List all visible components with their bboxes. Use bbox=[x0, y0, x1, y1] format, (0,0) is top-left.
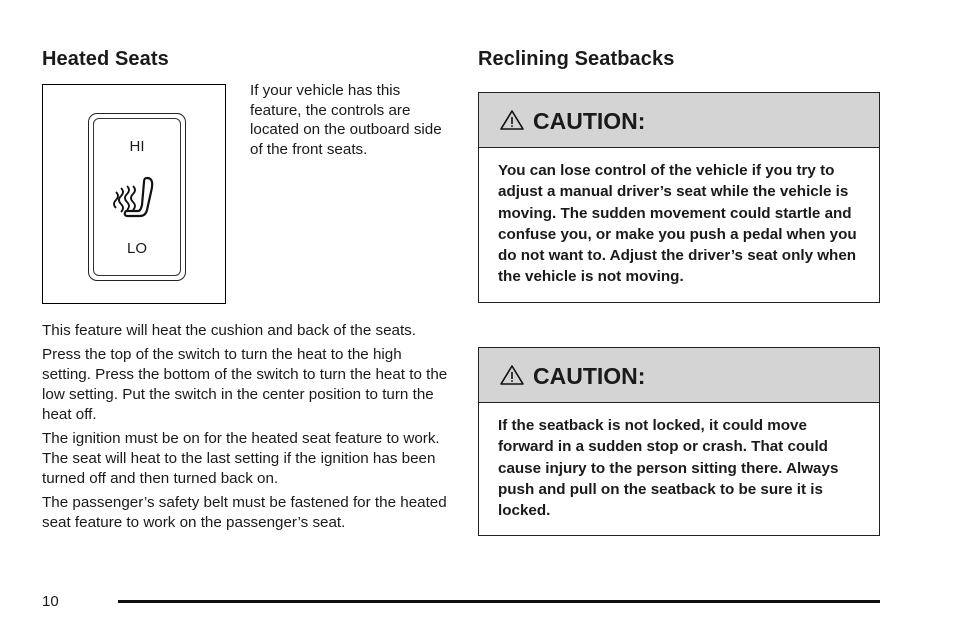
warning-triangle-icon bbox=[499, 109, 525, 131]
heated-seat-switch-figure bbox=[42, 84, 226, 304]
heated-seat-switch bbox=[88, 113, 186, 281]
heading-heated-seats: Heated Seats bbox=[42, 48, 169, 70]
paragraph: The ignition must be on for the heated seat feature to work. The seat will heat to the last setting if the ignition has been turned off and then turned back on. bbox=[42, 430, 440, 487]
paragraph: Press the top of the switch to turn the heat to the high setting. Press the bottom of the switch to turn the heat to the low setting. Put the switch in the center position to turn the heat off. bbox=[42, 346, 448, 423]
switch-hi-label: HI bbox=[129, 138, 145, 155]
heated-seat-icon bbox=[113, 174, 163, 224]
page-number: 10 bbox=[42, 593, 59, 610]
warning-triangle-icon bbox=[499, 364, 525, 386]
heading-reclining-seatbacks: Reclining Seatbacks bbox=[478, 48, 675, 70]
heated-seats-intro: If your vehicle has this feature, the controls are located on the outboard side of the front seats. bbox=[250, 82, 442, 158]
caution-header bbox=[479, 93, 879, 148]
caution-box-1 bbox=[478, 92, 880, 303]
caution-box-2 bbox=[478, 347, 880, 536]
footer-rule bbox=[118, 600, 880, 603]
paragraph: The passenger’s safety belt must be fastened for the heated seat feature to work on the passenger’s seat. bbox=[42, 494, 447, 531]
caution-title: CAUTION: bbox=[533, 363, 646, 389]
switch-lo-label: LO bbox=[126, 240, 147, 257]
caution-text: You can lose control of the vehicle if you try to adjust a manual driver’s seat while the vehicle is moving. The sudden movement could startle and confuse you, or make you push a pedal when you do not want to. Adjust the driver’s seat only when the vehicle is not moving. bbox=[498, 162, 857, 286]
caution-title: CAUTION: bbox=[533, 108, 646, 134]
paragraph: This feature will heat the cushion and back of the seats. bbox=[42, 322, 416, 339]
caution-header bbox=[479, 348, 879, 403]
heated-seats-body bbox=[42, 321, 452, 537]
caution-text: If the seatback is not locked, it could move forward in a sudden stop or crash. That could cause injury to the person sitting there. Always push and pull on the seatback to be sure it is locked. bbox=[498, 417, 839, 520]
